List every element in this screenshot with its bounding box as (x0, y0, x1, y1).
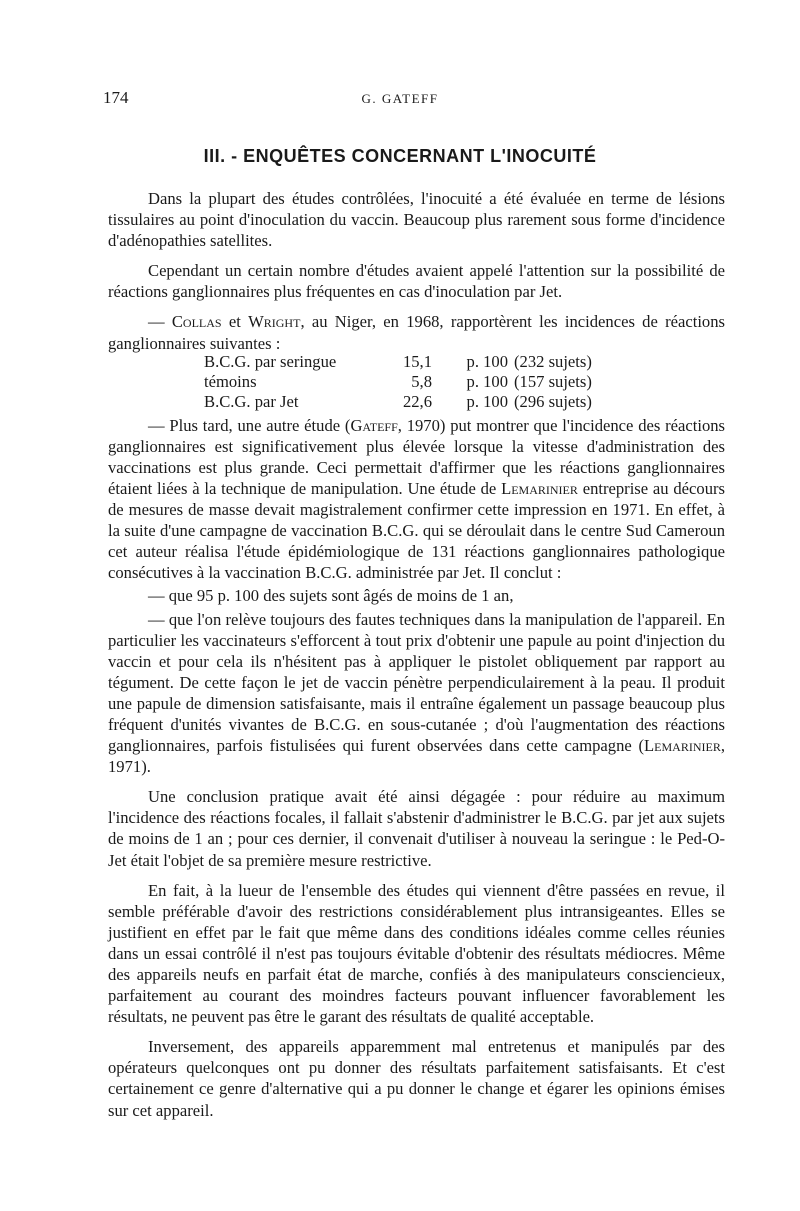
row-value: 5,8 (411, 371, 432, 391)
paragraph: En fait, à la lueur de l'ensemble des études qui viennent d'être passées en revue, il semble préférable d'avoir des restrictions considérablement plus intransigeantes. Elles se justifient en effet par le fait que même dans des conditions idéales comme celles réunies dans un essai contrôlé il n'est pas toujours évitable d'obtenir des résultats médiocres. Même des appareils neufs en parfait état de marche, confiés à des manipulateurs consciencieux, parfaitement au courant des moindres facteurs pouvant influencer favorablement les résultats, ne peuvent pas être le garant des résultats de qualité acceptable. (108, 880, 725, 1027)
row-label: témoins (204, 371, 257, 391)
paragraph (108, 311, 725, 353)
text-run: — Plus tard, une autre étude ( (148, 415, 351, 435)
text-run: — (148, 312, 172, 332)
paragraph: — que 95 p. 100 des sujets sont âgés de moins de 1 an, (148, 586, 514, 606)
text-run: et (221, 312, 249, 332)
author-name: Wright (248, 312, 301, 332)
text-run: , 1971). (108, 736, 725, 777)
row-subjects: (296 sujets) (514, 391, 592, 411)
paragraph: Une conclusion pratique avait été ainsi dégagée : pour réduire au maximum l'incidence des réactions focales, il fallait s'abstenir d'administrer le B.C.G. par jet aux sujets de moins de 1 an ; pour ces dernier, il convenait d'utiliser à nouveau la seringue : le Ped-O-Jet était l'objet de sa première mesure restrictive. (108, 787, 725, 870)
paragraph (108, 415, 725, 584)
paragraph: Inversement, des appareils apparemment mal entretenus et manipulés par des opérateurs quelconques ont pu donner des résultats parfaitement satisfaisants. Et c'est certainement ce genre d'alternative qui a pu donner le change et égarer les opinions émises sur cet appareil. (108, 1037, 725, 1120)
paragraph: Dans la plupart des études contrôlées, l'inocuité a été évaluée en terme de lésions tissulaires au point d'inoculation du vaccin. Beaucoup plus rarement sous forme d'incidence d'adénopathies satellites. (108, 189, 725, 251)
text-run: , 1970) put montrer que l'incidence des réactions ganglionnaires est significativement plus élevée lorsque la vitesse d'administration des vaccinations est plus grande. Ceci permettait d'affirmer que les réactions ganglionnaires étaient liées à la technique de manipulation. Une étude de (108, 415, 726, 498)
table-row (204, 372, 592, 392)
author-name: Gateff (350, 415, 398, 435)
text-run: — que l'on relève toujours des fautes techniques dans la manipulation de l'appareil. En particulier les vaccinateurs s'efforcent à tout prix d'obtenir une papule au point d'injection du vaccin et pour cela ils n'hésitent pas à appliquer le pistolet obliquement par rapport au tégument. De cette façon le jet de vaccin pénètre perpendiculairement à la peau. Il produit une papule de dimension satisfaisante, mais il entraîne également un passage beaucoup plus fréquent d'unités vivantes de B.C.G. en sous-cutanée ; d'où l'augmentation des réactions ganglionnaires, parfois fistulisées qui furent observées dans cette campagne ( (108, 609, 725, 756)
paragraph (108, 609, 725, 778)
text-run: entreprise au décours de mesures de masse devait magistralement confirmer cette impression en 1971. En effet, à la suite d'une campagne de vaccination B.C.G. qui se déroulait dans le centre Sud Cameroun cet auteur réalisa l'étude épidémiologique de 131 réactions ganglionnaires pathologique consécutives à la vaccination B.C.G. administrée par Jet. Il conclut : (108, 478, 725, 583)
row-unit: p. 100 (466, 351, 508, 371)
body-text (108, 188, 725, 1130)
row-subjects: (232 sujets) (514, 351, 592, 371)
page-number: 174 (103, 88, 129, 107)
incidence-table (204, 352, 592, 412)
paragraph: Cependant un certain nombre d'études avaient appelé l'attention sur la possibilité de réactions ganglionnaires plus fréquentes en cas d'inoculation par Jet. (108, 261, 725, 302)
row-value: 15,1 (402, 351, 432, 371)
text-run: , au Niger, en 1968, rapportèrent les incidences de réactions ganglionnaires suivantes : (108, 312, 725, 353)
section-title: III. - ENQUÊTES CONCERNANT L'INOCUITÉ (203, 146, 597, 166)
row-value: 22,6 (402, 391, 432, 411)
row-label: B.C.G. par seringue (204, 351, 337, 371)
author-name: Lemarinier (644, 736, 721, 756)
row-unit: p. 100 (466, 371, 508, 391)
author-name: Collas (171, 312, 222, 332)
row-subjects: (157 sujets) (514, 371, 592, 391)
table-row (204, 352, 592, 372)
row-label: B.C.G. par Jet (204, 391, 299, 411)
row-unit: p. 100 (466, 391, 508, 411)
author-name: Lemarinier (501, 478, 578, 498)
table-row (204, 392, 592, 412)
running-head: G. GATEFF (361, 91, 439, 106)
